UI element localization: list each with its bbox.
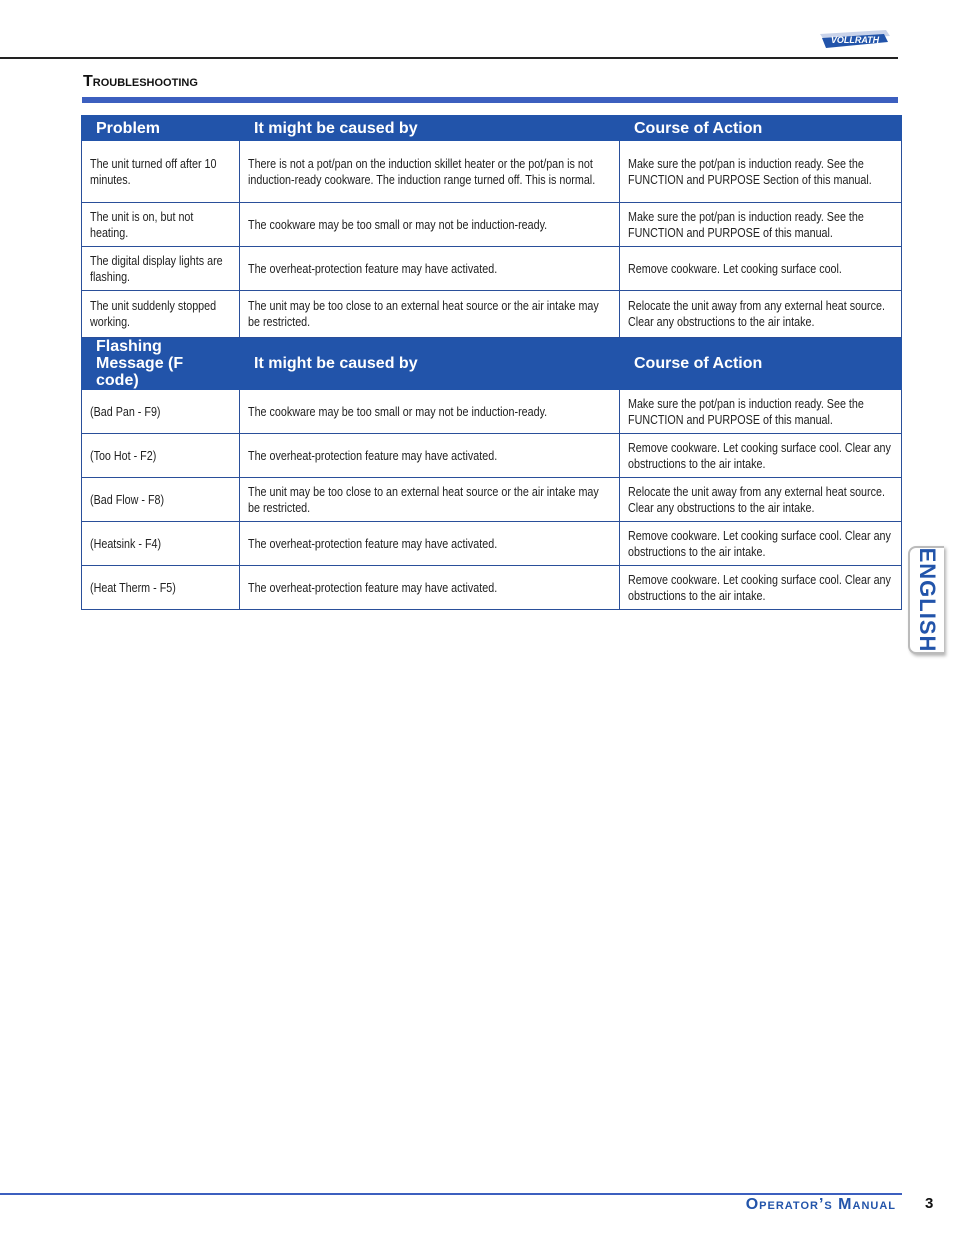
header-cause: It might be caused by	[240, 338, 620, 390]
action-cell: Make sure the pot/pan is induction ready. See the FUNCTION and PURPOSE of this manual.	[628, 209, 864, 240]
problem-cell: The unit turned off after 10 minutes.	[90, 156, 217, 187]
table-row	[82, 478, 902, 522]
cause-cell: The unit may be too close to an external heat source or the air intake may be restricted.	[248, 299, 599, 329]
header-rule	[0, 57, 898, 59]
action-cell: Remove cookware. Let cooking surface cool. Clear any obstructions to the air intake.	[628, 572, 891, 603]
header-flashing-message: Flashing Message (F code)	[82, 338, 240, 390]
cause-cell: The cookware may be too small or may not be induction-ready.	[248, 217, 548, 232]
table-row	[82, 566, 902, 610]
action-cell: Relocate the unit away from any external heat source. Clear any obstructions to the air intake.	[628, 299, 885, 329]
table-row	[82, 522, 902, 566]
action-cell: Remove cookware. Let cooking surface cool.	[628, 261, 842, 276]
footer-title: Operator’s Manual	[745, 1196, 896, 1213]
vollrath-logo-graphic	[818, 26, 892, 52]
action-cell: Relocate the unit away from any external heat source. Clear any obstructions to the air intake.	[628, 484, 885, 515]
table-row	[82, 203, 902, 247]
fcode-cell: (Bad Pan - F9)	[90, 404, 161, 419]
problem-cell: The digital display lights are flashing.	[90, 253, 223, 284]
footer-rule	[0, 1193, 902, 1195]
table-row	[82, 390, 902, 434]
cause-cell: The overheat-protection feature may have activated.	[248, 580, 498, 595]
language-tab	[908, 546, 944, 654]
logo-text: VOLLRATH	[830, 35, 880, 45]
cause-cell: The cookware may be too small or may not be induction-ready.	[248, 404, 548, 419]
language-tab-label: ENGLISH	[915, 547, 940, 653]
action-cell: Remove cookware. Let cooking surface cool. Clear any obstructions to the air intake.	[628, 440, 891, 471]
cause-cell: The unit may be too close to an external heat source or the air intake may be restricted.	[248, 484, 599, 515]
cause-cell: The overheat-protection feature may have activated.	[248, 448, 498, 463]
fcode-cell: (Bad Flow - F8)	[90, 492, 165, 507]
action-cell: Remove cookware. Let cooking surface cool. Clear any obstructions to the air intake.	[628, 528, 891, 559]
section-title: Troubleshooting	[83, 73, 198, 90]
fcode-cell: (Too Hot - F2)	[90, 448, 157, 463]
table-row	[82, 291, 902, 338]
table-row	[82, 434, 902, 478]
fcode-cell: (Heatsink - F4)	[90, 536, 162, 551]
header-cause: It might be caused by	[240, 116, 620, 141]
vollrath-logo	[818, 26, 892, 52]
table-row	[82, 247, 902, 291]
cause-cell: The overheat-protection feature may have activated.	[248, 536, 498, 551]
header-action: Course of Action	[620, 116, 902, 141]
page-number: 3	[925, 1195, 934, 1212]
fcode-cell: (Heat Therm - F5)	[90, 580, 176, 595]
action-cell: Make sure the pot/pan is induction ready. See the FUNCTION and PURPOSE of this manual.	[628, 396, 864, 427]
table-header-row	[82, 116, 902, 141]
cause-cell: The overheat-protection feature may have activated.	[248, 261, 498, 276]
table-row	[82, 141, 902, 203]
header-problem: Problem	[82, 116, 240, 141]
section-title-bar	[82, 97, 898, 103]
table-header-row	[82, 338, 902, 390]
troubleshooting-table	[81, 115, 902, 610]
cause-cell: There is not a pot/pan on the induction skillet heater or the pot/pan is not induction-ready cookware. The induction range turned off. This is normal.	[248, 156, 596, 187]
action-cell: Make sure the pot/pan is induction ready. See the FUNCTION and PURPOSE Section of this manual.	[628, 156, 872, 187]
problem-cell: The unit suddenly stopped working.	[90, 299, 217, 329]
problem-cell: The unit is on, but not heating.	[90, 209, 194, 240]
header-action: Course of Action	[620, 338, 902, 390]
